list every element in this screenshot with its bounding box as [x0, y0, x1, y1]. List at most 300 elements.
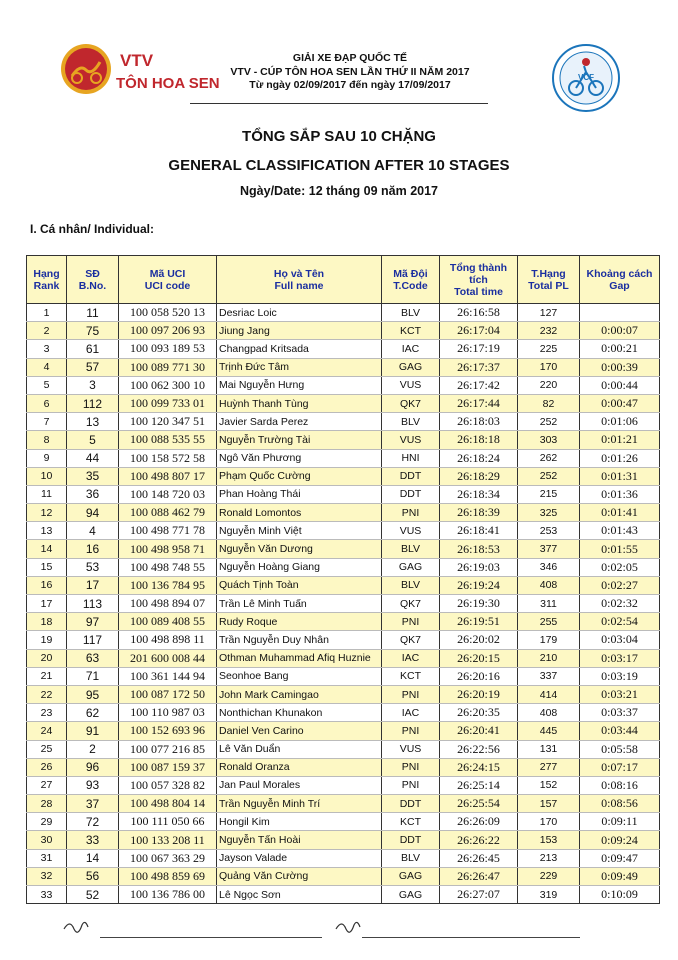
header-label: UCI code: [144, 279, 191, 292]
rank-cell: 4: [27, 358, 67, 376]
total-time-cell: 26:26:22: [440, 831, 518, 849]
bib-cell: 96: [67, 758, 119, 776]
uci-code-cell: 100 097 206 93: [119, 322, 217, 340]
table-row: [27, 304, 660, 322]
table-row: [27, 467, 660, 485]
rank-cell: 22: [27, 685, 67, 703]
table-row: [27, 540, 660, 558]
table-row: [27, 649, 660, 667]
table-row: [27, 485, 660, 503]
team-code-cell: BLV: [382, 540, 440, 558]
bib-cell: 62: [67, 704, 119, 722]
total-time-cell: 26:20:19: [440, 685, 518, 703]
team-code-cell: GAG: [382, 867, 440, 885]
event-line-1: GIẢI XE ĐẠP QUỐC TẾ: [292, 52, 408, 64]
total-time-cell: 26:25:54: [440, 795, 518, 813]
gap-cell: 0:03:37: [580, 704, 660, 722]
gap-cell: 0:09:49: [580, 867, 660, 885]
rider-name-cell: Ronald Oranza: [217, 758, 382, 776]
total-time-cell: 26:26:45: [440, 849, 518, 867]
total-pl-cell: 210: [518, 649, 580, 667]
table-row: [27, 322, 660, 340]
total-time-cell: 26:26:47: [440, 867, 518, 885]
team-code-cell: GAG: [382, 886, 440, 904]
total-time-cell: 26:27:07: [440, 886, 518, 904]
bib-cell: 61: [67, 340, 119, 358]
total-time-cell: 26:18:41: [440, 522, 518, 540]
uci-code-cell: 100 133 208 11: [119, 831, 217, 849]
total-time-cell: 26:17:04: [440, 322, 518, 340]
total-pl-cell: 262: [518, 449, 580, 467]
uci-code-cell: 100 093 189 53: [119, 340, 217, 358]
table-row: [27, 867, 660, 885]
total-pl-cell: 253: [518, 522, 580, 540]
rider-name-cell: Daniel Ven Carino: [217, 722, 382, 740]
bib-cell: 113: [67, 595, 119, 613]
rider-name-cell: Quách Tịnh Toàn: [217, 576, 382, 594]
title-english: GENERAL CLASSIFICATION AFTER 10 STAGES: [168, 157, 510, 174]
gap-cell: 0:03:04: [580, 631, 660, 649]
gap-cell: 0:09:47: [580, 849, 660, 867]
table-row: [27, 704, 660, 722]
team-code-cell: QK7: [382, 631, 440, 649]
gap-cell: 0:08:56: [580, 795, 660, 813]
section-heading: I. Cá nhân/ Individual:: [30, 222, 155, 236]
uci-code-cell: 100 498 748 55: [119, 558, 217, 576]
uci-code-cell: 100 498 807 17: [119, 467, 217, 485]
bib-cell: 75: [67, 322, 119, 340]
rider-name-cell: Phan Hoàng Thái: [217, 485, 382, 503]
rider-name-cell: Quảng Văn Cường: [217, 867, 382, 885]
rider-name-cell: Phạm Quốc Cường: [217, 467, 382, 485]
total-pl-cell: 131: [518, 740, 580, 758]
total-pl-cell: 303: [518, 431, 580, 449]
gap-cell: 0:01:36: [580, 485, 660, 503]
signature-mark-icon: [62, 913, 92, 937]
rank-cell: 30: [27, 831, 67, 849]
gap-cell: 0:02:54: [580, 613, 660, 631]
rider-name-cell: Lê Văn Duẩn: [217, 740, 382, 758]
logo-ths-text: TÔN HOA SEN: [116, 75, 220, 92]
rider-name-cell: Trần Nguyễn Duy Nhân: [217, 631, 382, 649]
team-code-cell: VUS: [382, 740, 440, 758]
team-code-cell: PNI: [382, 722, 440, 740]
rider-name-cell: Changpad Kritsada: [217, 340, 382, 358]
uci-code-cell: 100 498 771 78: [119, 522, 217, 540]
team-code-cell: QK7: [382, 394, 440, 412]
rank-cell: 27: [27, 776, 67, 794]
gap-cell: 0:05:58: [580, 740, 660, 758]
total-time-cell: 26:20:02: [440, 631, 518, 649]
total-pl-cell: 82: [518, 394, 580, 412]
uci-code-cell: 100 136 786 00: [119, 886, 217, 904]
header-label: Total time: [454, 285, 503, 298]
gap-cell: 0:01:31: [580, 467, 660, 485]
table-row: [27, 413, 660, 431]
gap-cell: 0:00:07: [580, 322, 660, 340]
signature-line-right: [362, 937, 580, 938]
team-code-cell: BLV: [382, 413, 440, 431]
bib-cell: 57: [67, 358, 119, 376]
team-code-cell: KCT: [382, 813, 440, 831]
total-pl-cell: 229: [518, 867, 580, 885]
rider-name-cell: Ngô Văn Phương: [217, 449, 382, 467]
total-time-cell: 26:20:16: [440, 667, 518, 685]
bib-cell: 97: [67, 613, 119, 631]
total-pl-cell: 319: [518, 886, 580, 904]
team-code-cell: PNI: [382, 776, 440, 794]
rider-name-cell: Nguyễn Minh Việt: [217, 522, 382, 540]
team-code-cell: PNI: [382, 758, 440, 776]
rank-cell: 16: [27, 576, 67, 594]
header-label: T.Hạng: [531, 267, 566, 280]
total-pl-cell: 408: [518, 576, 580, 594]
rider-name-cell: Rudy Roque: [217, 613, 382, 631]
total-pl-cell: 377: [518, 540, 580, 558]
total-pl-cell: 277: [518, 758, 580, 776]
bib-cell: 63: [67, 649, 119, 667]
uci-code-cell: 100 498 898 11: [119, 631, 217, 649]
uci-code-cell: 100 136 784 95: [119, 576, 217, 594]
rider-name-cell: Seonhoe Bang: [217, 667, 382, 685]
gap-cell: 0:02:32: [580, 595, 660, 613]
table-row: [27, 576, 660, 594]
total-time-cell: 26:18:24: [440, 449, 518, 467]
total-pl-cell: 232: [518, 322, 580, 340]
total-pl-cell: 225: [518, 340, 580, 358]
total-time-cell: 26:17:42: [440, 376, 518, 394]
uci-code-cell: 100 158 572 58: [119, 449, 217, 467]
table-row: [27, 776, 660, 794]
rider-name-cell: Jan Paul Morales: [217, 776, 382, 794]
header-label: Mã UCI: [149, 267, 186, 280]
total-pl-cell: 170: [518, 813, 580, 831]
gap-cell: 0:09:11: [580, 813, 660, 831]
bib-cell: 11: [67, 304, 119, 322]
header-label: Rank: [33, 279, 60, 292]
rider-name-cell: Hongil Kim: [217, 813, 382, 831]
total-pl-cell: 179: [518, 631, 580, 649]
uci-code-cell: 100 077 216 85: [119, 740, 217, 758]
gap-cell: 0:00:39: [580, 358, 660, 376]
table-row: [27, 685, 660, 703]
table-row: [27, 667, 660, 685]
rider-name-cell: Jiung Jang: [217, 322, 382, 340]
team-code-cell: VUS: [382, 431, 440, 449]
rider-name-cell: Nguyễn Hoàng Giang: [217, 558, 382, 576]
event-line-3: Từ ngày 02/09/2017 đến ngày 17/09/2017: [249, 79, 451, 91]
gap-cell: 0:03:21: [580, 685, 660, 703]
team-code-cell: BLV: [382, 849, 440, 867]
header-label: Tổng thành tích: [449, 261, 508, 286]
team-code-cell: DDT: [382, 467, 440, 485]
team-code-cell: IAC: [382, 340, 440, 358]
uci-code-cell: 100 498 859 69: [119, 867, 217, 885]
team-code-cell: DDT: [382, 795, 440, 813]
rider-name-cell: Ronald Lomontos: [217, 504, 382, 522]
rank-cell: 23: [27, 704, 67, 722]
table-row: [27, 595, 660, 613]
team-code-cell: GAG: [382, 358, 440, 376]
uci-code-cell: 201 600 008 44: [119, 649, 217, 667]
team-code-cell: PNI: [382, 504, 440, 522]
bib-cell: 37: [67, 795, 119, 813]
title-vietnamese: TỔNG SẮP SAU 10 CHẶNG: [242, 128, 436, 145]
gap-cell: 0:00:21: [580, 340, 660, 358]
rank-cell: 21: [27, 667, 67, 685]
table-row: [27, 358, 660, 376]
team-code-cell: BLV: [382, 576, 440, 594]
bib-cell: 93: [67, 776, 119, 794]
uci-code-cell: 100 057 328 82: [119, 776, 217, 794]
uci-code-cell: 100 152 693 96: [119, 722, 217, 740]
total-time-cell: 26:19:30: [440, 595, 518, 613]
total-time-cell: 26:16:58: [440, 304, 518, 322]
bib-cell: 72: [67, 813, 119, 831]
table-row: [27, 340, 660, 358]
bib-cell: 5: [67, 431, 119, 449]
team-code-cell: KCT: [382, 667, 440, 685]
gap-cell: 0:01:43: [580, 522, 660, 540]
table-row: [27, 813, 660, 831]
date-line: Ngày/Date: 12 tháng 09 năm 2017: [240, 184, 438, 198]
bib-cell: 17: [67, 576, 119, 594]
table-row: [27, 431, 660, 449]
team-code-cell: QK7: [382, 595, 440, 613]
total-pl-cell: 346: [518, 558, 580, 576]
total-time-cell: 26:19:24: [440, 576, 518, 594]
signature-stroke: [64, 922, 88, 932]
total-pl-cell: 213: [518, 849, 580, 867]
team-code-cell: KCT: [382, 322, 440, 340]
uci-code-cell: 100 498 894 07: [119, 595, 217, 613]
total-pl-cell: 170: [518, 358, 580, 376]
total-time-cell: 26:20:15: [440, 649, 518, 667]
rank-cell: 25: [27, 740, 67, 758]
gap-cell: [580, 304, 660, 322]
header-label: Mã Đội: [393, 267, 428, 280]
total-pl-cell: 414: [518, 685, 580, 703]
rank-cell: 13: [27, 522, 67, 540]
total-time-cell: 26:17:37: [440, 358, 518, 376]
signature-stroke: [336, 922, 360, 932]
rank-cell: 2: [27, 322, 67, 340]
rank-cell: 29: [27, 813, 67, 831]
bib-cell: 56: [67, 867, 119, 885]
uci-code-cell: 100 498 804 14: [119, 795, 217, 813]
gap-cell: 0:03:17: [580, 649, 660, 667]
rank-cell: 31: [27, 849, 67, 867]
rank-cell: 20: [27, 649, 67, 667]
col-gap-header: [580, 256, 660, 304]
table-header-row: [27, 256, 660, 304]
uci-code-cell: 100 099 733 01: [119, 394, 217, 412]
rank-cell: 14: [27, 540, 67, 558]
vcf-text: VCF: [578, 73, 594, 82]
rank-cell: 17: [27, 595, 67, 613]
header-label: SĐ: [85, 267, 100, 280]
total-time-cell: 26:18:03: [440, 413, 518, 431]
rank-cell: 15: [27, 558, 67, 576]
header-label: B.No.: [78, 279, 107, 292]
rank-cell: 33: [27, 886, 67, 904]
table-row: [27, 631, 660, 649]
bib-cell: 44: [67, 449, 119, 467]
rider-name-cell: Mai Nguyễn Hưng: [217, 376, 382, 394]
uci-code-cell: 100 361 144 94: [119, 667, 217, 685]
rank-cell: 32: [27, 867, 67, 885]
rider-name-cell: Desriac Loic: [217, 304, 382, 322]
bib-cell: 112: [67, 394, 119, 412]
total-pl-cell: 408: [518, 704, 580, 722]
event-line-2: VTV - CÚP TÔN HOA SEN LẦN THỨ II NĂM 2017: [230, 65, 470, 78]
rider-name-cell: Javier Sarda Perez: [217, 413, 382, 431]
uci-code-cell: 100 089 408 55: [119, 613, 217, 631]
uci-code-cell: 100 088 535 55: [119, 431, 217, 449]
header-label: Full name: [274, 279, 324, 292]
rider-name-cell: Nguyễn Văn Dương: [217, 540, 382, 558]
header-label: Hạng: [33, 267, 60, 280]
table-row: [27, 722, 660, 740]
rank-cell: 18: [27, 613, 67, 631]
rank-cell: 9: [27, 449, 67, 467]
rider-name-cell: Nguyễn Tấn Hoài: [217, 831, 382, 849]
team-code-cell: VUS: [382, 376, 440, 394]
team-code-cell: DDT: [382, 485, 440, 503]
gap-cell: 0:01:06: [580, 413, 660, 431]
table-row: [27, 376, 660, 394]
bib-cell: 91: [67, 722, 119, 740]
total-time-cell: 26:25:14: [440, 776, 518, 794]
total-pl-cell: 311: [518, 595, 580, 613]
total-time-cell: 26:20:35: [440, 704, 518, 722]
rider-name-cell: Lê Ngọc Sơn: [217, 886, 382, 904]
rank-cell: 10: [27, 467, 67, 485]
col-totalpl-header: [518, 256, 580, 304]
rank-cell: 11: [27, 485, 67, 503]
rank-cell: 7: [27, 413, 67, 431]
header-label: T.Code: [393, 279, 428, 292]
rider-name-cell: Trần Nguyễn Minh Trí: [217, 795, 382, 813]
total-pl-cell: 252: [518, 467, 580, 485]
total-pl-cell: 220: [518, 376, 580, 394]
header-label: Họ và Tên: [273, 267, 325, 280]
rank-cell: 28: [27, 795, 67, 813]
total-time-cell: 26:17:44: [440, 394, 518, 412]
total-pl-cell: 215: [518, 485, 580, 503]
gap-cell: 0:01:26: [580, 449, 660, 467]
team-code-cell: BLV: [382, 304, 440, 322]
team-code-cell: IAC: [382, 704, 440, 722]
team-code-cell: VUS: [382, 522, 440, 540]
signature-line-left: [100, 937, 322, 938]
total-time-cell: 26:18:34: [440, 485, 518, 503]
total-time-cell: 26:22:56: [440, 740, 518, 758]
gap-cell: 0:01:41: [580, 504, 660, 522]
uci-code-cell: 100 087 159 37: [119, 758, 217, 776]
rider-name-cell: Jayson Valade: [217, 849, 382, 867]
bib-cell: 52: [67, 886, 119, 904]
total-pl-cell: 252: [518, 413, 580, 431]
uci-code-cell: 100 111 050 66: [119, 813, 217, 831]
table-row: [27, 504, 660, 522]
bib-cell: 94: [67, 504, 119, 522]
header-label: Total PL: [528, 279, 569, 292]
gap-cell: 0:02:05: [580, 558, 660, 576]
col-uci-header: [119, 256, 217, 304]
bib-cell: 53: [67, 558, 119, 576]
col-rank-header: [27, 256, 67, 304]
bib-cell: 16: [67, 540, 119, 558]
rider-name-cell: Trần Lê Minh Tuấn: [217, 595, 382, 613]
signature-mark-icon: [334, 913, 364, 937]
table-row: [27, 394, 660, 412]
bib-cell: 3: [67, 376, 119, 394]
table-row: [27, 795, 660, 813]
total-time-cell: 26:18:29: [440, 467, 518, 485]
total-pl-cell: 152: [518, 776, 580, 794]
table-row: [27, 849, 660, 867]
team-code-cell: PNI: [382, 685, 440, 703]
team-code-cell: DDT: [382, 831, 440, 849]
rank-cell: 3: [27, 340, 67, 358]
vcf-logo: [548, 40, 624, 116]
gap-cell: 0:00:44: [580, 376, 660, 394]
rider-name-cell: Nguyễn Trường Tài: [217, 431, 382, 449]
gap-cell: 0:03:44: [580, 722, 660, 740]
bib-cell: 117: [67, 631, 119, 649]
classification-table: [26, 255, 660, 904]
rider-name-cell: Nonthichan Khunakon: [217, 704, 382, 722]
table-row: [27, 449, 660, 467]
table-row: [27, 831, 660, 849]
total-pl-cell: 255: [518, 613, 580, 631]
uci-code-cell: 100 088 462 79: [119, 504, 217, 522]
header-divider: [190, 103, 488, 104]
table-row: [27, 558, 660, 576]
gap-cell: 0:10:09: [580, 886, 660, 904]
vcf-rider-head-icon: [582, 58, 590, 66]
uci-code-cell: 100 110 987 03: [119, 704, 217, 722]
gap-cell: 0:09:24: [580, 831, 660, 849]
bib-cell: 71: [67, 667, 119, 685]
gap-cell: 0:03:19: [580, 667, 660, 685]
gap-cell: 0:02:27: [580, 576, 660, 594]
team-code-cell: GAG: [382, 558, 440, 576]
col-bib-header: [67, 256, 119, 304]
table-row: [27, 758, 660, 776]
rider-name-cell: Trịnh Đức Tâm: [217, 358, 382, 376]
rank-cell: 19: [27, 631, 67, 649]
rider-name-cell: John Mark Camingao: [217, 685, 382, 703]
col-time-header: [440, 256, 518, 304]
total-time-cell: 26:18:53: [440, 540, 518, 558]
rank-cell: 24: [27, 722, 67, 740]
gap-cell: 0:01:21: [580, 431, 660, 449]
uci-code-cell: 100 120 347 51: [119, 413, 217, 431]
rank-cell: 26: [27, 758, 67, 776]
table-body: [27, 304, 660, 904]
gap-cell: 0:01:55: [580, 540, 660, 558]
uci-code-cell: 100 058 520 13: [119, 304, 217, 322]
total-time-cell: 26:17:19: [440, 340, 518, 358]
team-code-cell: PNI: [382, 613, 440, 631]
gap-cell: 0:08:16: [580, 776, 660, 794]
rank-cell: 6: [27, 394, 67, 412]
bib-cell: 13: [67, 413, 119, 431]
total-pl-cell: 325: [518, 504, 580, 522]
rider-name-cell: Othman Muhammad Afiq Huznie: [217, 649, 382, 667]
